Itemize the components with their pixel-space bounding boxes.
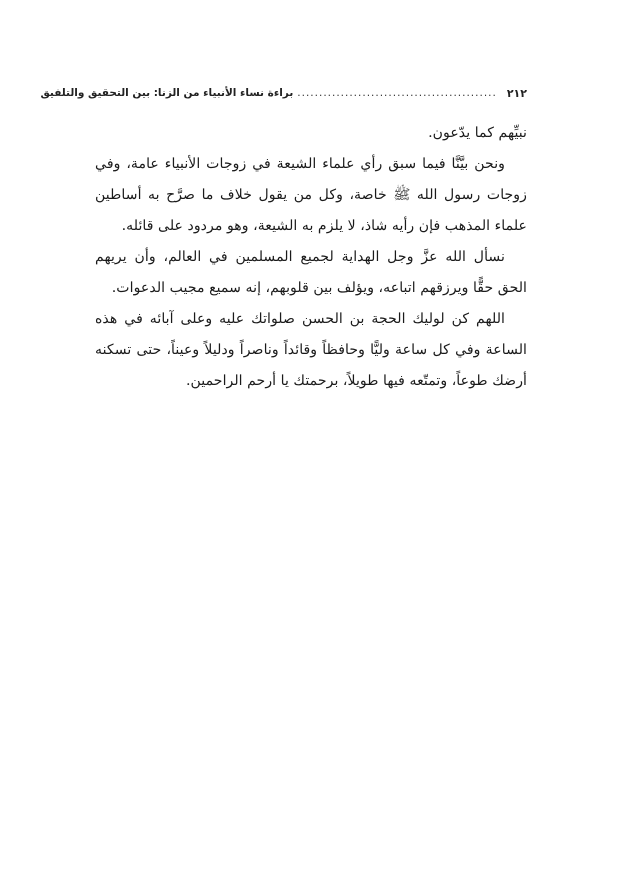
paragraph-continuation: نبيِّهم كما يدّعون. bbox=[428, 125, 527, 141]
header-leader-dots: .............................................. bbox=[297, 87, 497, 99]
running-header bbox=[40, 82, 527, 104]
paragraph-closing-prayer: اللهم كن لوليك الحجة بن الحسن صلواتك عليه وعلى آبائه في هذه الساعة وفي كل ساعة وليًّا وحافظاً وقائداً وناصراً ودليلاً وعيناً، حتى تسكنه أرضك طوعاً، وتمتّعه فيها طويلاً، برحمتك يا أرحم الراحمين. bbox=[95, 311, 527, 389]
page-body bbox=[95, 110, 527, 397]
paragraph-shia-views: ونحن بيَّنَّا فيما سبق رأي علماء الشيعة في زوجات الأنبياء عامة، وفي زوجات رسول الله ﷺ خاصة، وكل من يقول خلاف ما صرَّح به أساطين علماء المذهب فإن رأيه شاذ، لا يلزم به الشيعة، وهو مردود على قائله. bbox=[95, 156, 527, 234]
page-number: ٢١٢ bbox=[506, 86, 527, 100]
book-title: براءة نساء الأنبياء من الزنا: بين التحقيق والتلفيق bbox=[40, 87, 294, 99]
paragraph-supplication: نسأل الله عزَّ وجل الهداية لجميع المسلمين في العالم، وأن يريهم الحق حقًّا ويرزقهم اتباعه، ويؤلف بين قلوبهم، إنه سميع مجيب الدعوات. bbox=[95, 249, 527, 296]
